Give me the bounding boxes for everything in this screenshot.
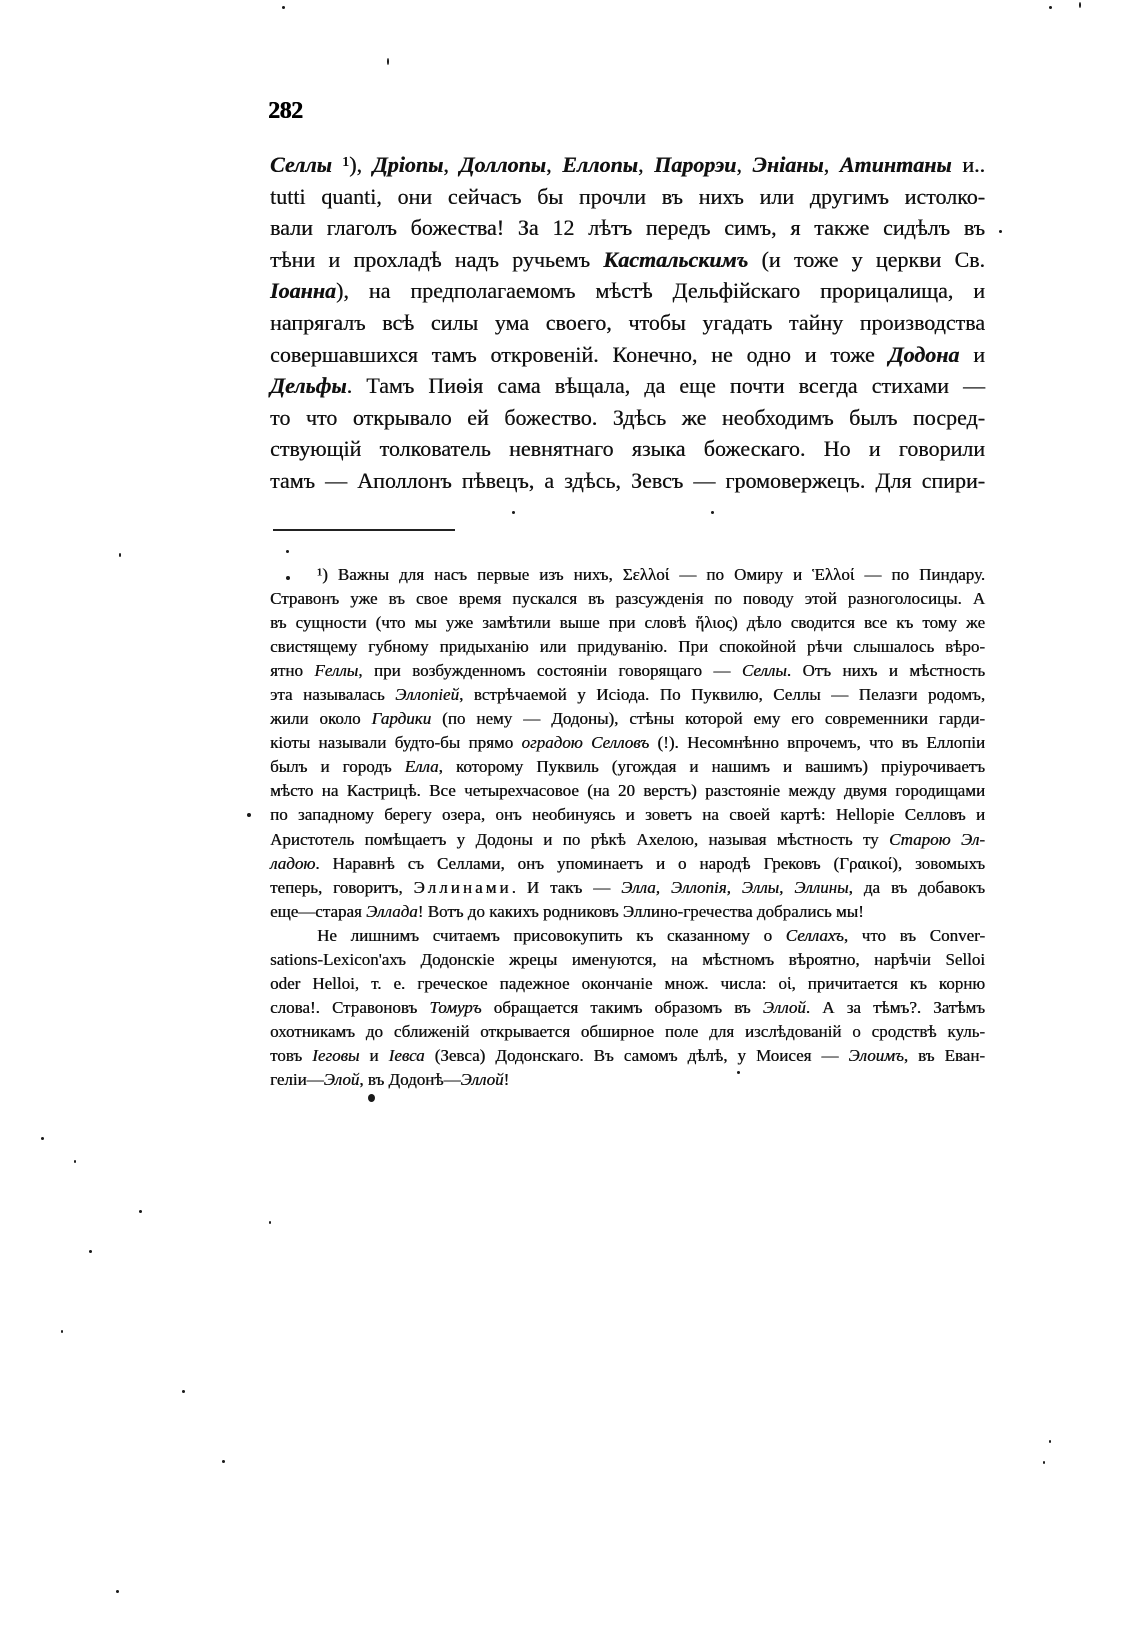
line-text — [270, 661, 985, 680]
text-run: еще—старая — [270, 901, 367, 921]
italic-term: Дріопы — [372, 152, 444, 177]
text-run: (и тоже у церкви Св. — [748, 246, 985, 272]
scan-speck — [222, 1460, 225, 1463]
footnote-line — [270, 996, 985, 1020]
text-run: , да въ добавокъ — [848, 877, 985, 897]
text-run: слова!. Стравоновъ — [270, 997, 430, 1017]
text-run: . Отъ нихъ и мѣстность — [786, 661, 985, 681]
text-run: , которому Пуквиль (угождая и нашимъ и вашимъ) пріурочиваетъ — [438, 757, 985, 777]
text-run: товъ — [270, 1045, 313, 1065]
line-text — [270, 950, 985, 969]
line-text — [270, 278, 985, 303]
text-run: (Зевса) Додонскаго. Въ самомъ дѣлѣ, у Моисея — — [424, 1045, 849, 1065]
footnote-paragraph — [270, 563, 985, 924]
line-text — [317, 926, 985, 945]
italic-term: Эллада — [366, 901, 418, 921]
italic-term: Элоимъ — [848, 1045, 904, 1065]
line-text — [270, 1046, 985, 1065]
text-run: . Тамъ Пиѳія сама вѣщала, да еще почти всегда стихами — — [346, 373, 985, 399]
footnote-block — [270, 563, 985, 1092]
scan-speck — [737, 1071, 740, 1074]
line-text — [270, 247, 985, 272]
text-run: Аристотель помѣщаетъ у Додоны и по рѣкѣ Ахелою, называя мѣстность ту — [270, 829, 889, 849]
footnote-line — [270, 779, 985, 803]
line-text — [270, 152, 985, 177]
italic-term: Эллой — [460, 1069, 504, 1089]
text-line — [270, 307, 985, 339]
footnote-line — [270, 803, 985, 827]
italic-term: Парорэи — [654, 152, 737, 177]
text-run: ¹) Важны для насъ первые изъ нихъ, Σελλοί — по Омиру и Ἑλλοί — по Пиндару. — [317, 565, 985, 584]
line-text — [270, 974, 985, 993]
text-run: Стравонъ уже въ свое время пускался въ разсужденія по поводу этой разноголосицы. А — [270, 589, 985, 609]
line-text — [270, 342, 985, 367]
text-run: жили около — [270, 709, 372, 729]
footnote-line — [270, 563, 985, 587]
italic-term: Fеллы — [314, 661, 359, 681]
text-run: , встрѣчаемой у Исіода. По Пуквилю, Селлы — Пелазги родомъ, — [458, 685, 985, 705]
italic-term: Старою Эл- — [888, 829, 985, 849]
line-text — [270, 405, 985, 430]
text-run: Не лишнимъ считаемъ присовокупить къ сказанному о — [317, 925, 786, 945]
italic-term: Іевса — [388, 1045, 425, 1065]
footnote-line — [270, 900, 985, 924]
text-line — [270, 181, 985, 213]
line-text — [270, 589, 985, 608]
text-run: тамъ — Аполлонъ пѣвецъ, а здѣсь, Зевсъ — громовержецъ. Для спири- — [270, 467, 985, 493]
text-run: свистящему губному придыханію или придуванію. При спокойной рѣчи слышалось вѣро- — [270, 637, 985, 657]
line-text — [270, 998, 985, 1017]
footnote-line — [270, 635, 985, 659]
line-text — [270, 637, 985, 656]
text-run: и — [959, 341, 985, 367]
italic-term: ладою — [270, 853, 316, 873]
text-run: ! Вотъ до какихъ родниковъ Эллино-гречества добрались мы! — [417, 901, 864, 921]
line-text — [270, 468, 985, 493]
footnote-line — [270, 1068, 985, 1092]
spaced-term: Эллинами — [413, 877, 512, 897]
italic-term: Эніаны — [752, 152, 824, 177]
page-number: 282 — [268, 98, 303, 124]
text-line — [270, 370, 985, 402]
line-text — [270, 733, 985, 752]
line-text — [270, 310, 985, 335]
italic-term: Гардики — [371, 709, 432, 729]
scan-speck — [286, 576, 290, 580]
scan-speck — [999, 230, 1002, 233]
footnote-line — [270, 876, 985, 900]
italic-term: Атинтаны — [839, 152, 952, 177]
line-text — [270, 781, 985, 800]
scan-speck — [512, 511, 515, 514]
scan-speck — [1049, 1440, 1051, 1443]
italic-term: Томуръ — [429, 997, 482, 1017]
text-line — [270, 212, 985, 244]
line-text — [317, 565, 985, 584]
text-run: и — [359, 1045, 389, 1065]
text-run: ! — [503, 1069, 510, 1089]
text-line — [270, 275, 985, 307]
text-run: , — [546, 152, 563, 177]
text-run: , что въ Conver- — [843, 925, 985, 945]
scan-speck — [89, 1250, 92, 1253]
italic-term: Эллой — [762, 997, 806, 1017]
line-text — [270, 373, 985, 398]
scan-speck — [711, 511, 714, 514]
line-text — [270, 757, 985, 776]
text-line — [270, 433, 985, 465]
italic-term: Доллопы — [459, 152, 547, 177]
scan-speck — [74, 1160, 76, 1163]
italic-term: Елла — [404, 757, 439, 777]
text-run: въ сущности (что мы уже замѣтили выше при словѣ ἥλιος) дѣло сводится все къ тому же — [270, 613, 985, 633]
text-run: (по нему — Додоны), стѣны которой ему его современники гарди- — [431, 709, 985, 729]
italic-term: Іоанна — [270, 278, 336, 304]
italic-term: Селлы — [741, 661, 787, 681]
italic-term: Селлахъ — [785, 925, 844, 945]
footnote-line — [270, 852, 985, 876]
line-text — [270, 613, 985, 632]
line-text — [270, 436, 985, 461]
footnote-line — [270, 755, 985, 779]
main-text — [270, 149, 985, 497]
text-run: , — [823, 152, 840, 177]
line-text — [270, 709, 985, 728]
scan-speck — [286, 550, 289, 553]
footnote-paragraph — [270, 924, 985, 1092]
text-run: совершавшихся тамъ откровеній. Конечно, не одно и тоже — [270, 341, 889, 367]
italic-term: оградою Селловъ — [521, 733, 650, 753]
text-run: ¹), — [331, 152, 373, 177]
italic-term: Селлы — [270, 152, 332, 177]
text-line — [270, 465, 985, 497]
text-run: , — [637, 152, 655, 177]
footnote-line — [270, 659, 985, 683]
scan-speck — [119, 553, 121, 557]
italic-term: Элла, Эллопія, Эллы, Эллины — [621, 877, 849, 897]
footnote-line — [270, 587, 985, 611]
footnote-line — [270, 948, 985, 972]
italic-term: Дельфы — [270, 373, 347, 399]
line-text — [270, 854, 985, 873]
text-run: былъ и городъ — [270, 757, 405, 777]
text-run: охотникамъ до сближеній открывается обширное поле для изслѣдованій о сродствѣ куль- — [270, 1021, 985, 1041]
text-run: oder Helloi, т. е. греческое падежное окончаніе множ. числа: οἱ, причитается къ корню — [270, 973, 985, 993]
line-text — [270, 1070, 509, 1089]
text-run: , при возбужденномъ состояніи говорящаго — — [358, 661, 742, 681]
italic-term: Элой — [323, 1069, 360, 1089]
scan-speck — [61, 1330, 63, 1333]
line-text — [270, 1022, 985, 1041]
footnote-line — [270, 1044, 985, 1068]
italic-term: Эллопіей — [395, 685, 459, 705]
line-text — [270, 805, 985, 824]
footnote-line — [270, 731, 985, 755]
scan-speck — [1079, 2, 1081, 8]
italic-term: Іеговы — [312, 1045, 360, 1065]
italic-term: Додона — [888, 341, 960, 367]
text-run: ятно — [270, 661, 315, 681]
text-run: то что открывало ей божество. Здѣсь же необходимъ былъ посред- — [270, 404, 985, 430]
text-run: вали глаголъ божества! За 12 лѣтъ передъ симъ, я также сидѣлъ въ — [270, 215, 985, 241]
text-run: , — [443, 152, 460, 177]
scan-speck — [282, 6, 285, 9]
scan-speck — [116, 1590, 119, 1593]
footnote-line — [270, 1020, 985, 1044]
text-run: напрягалъ всѣ силы ума своего, чтобы угадать тайну производства — [270, 309, 985, 335]
text-line — [270, 244, 985, 276]
line-text — [270, 184, 985, 209]
text-run: , — [736, 152, 753, 177]
footnote-line — [270, 683, 985, 707]
footnote-line — [270, 707, 985, 731]
scan-speck — [387, 58, 389, 65]
text-run: sations-Lexicon'ахъ Додонскіе жрецы именуются, на мѣстномъ вѣроятно, нарѣчіи Selloi — [270, 949, 985, 969]
footnote-line — [270, 828, 985, 852]
text-run: tutti quanti, они сейчасъ бы прочли въ нихъ или другимъ истолко- — [270, 183, 985, 209]
scan-speck — [269, 1221, 271, 1224]
text-run: ), на предполагаемомъ мѣстѣ Дельфійскаго прорицалища, и — [336, 278, 985, 304]
scan-speck — [368, 1094, 375, 1102]
text-run: . Наравнѣ съ Селлами, онъ упоминаетъ и о народѣ Грековъ (Γραικοί), зовомыхъ — [315, 853, 985, 873]
text-run: мѣсто на Кастрицѣ. Все четырехчасовое (на 20 верстъ) разстояніе между двумя городищами — [270, 781, 985, 801]
italic-term: Кастальскимъ — [603, 246, 749, 272]
scan-speck — [1049, 6, 1052, 9]
text-run: ствующій толкователь невнятнаго языка божескаго. Но и говорили — [270, 436, 985, 462]
text-run: кіоты называли будто-бы прямо — [270, 733, 522, 753]
text-run: , въ Еван- — [903, 1045, 985, 1065]
scan-speck — [139, 1210, 142, 1213]
line-text — [270, 685, 985, 704]
scan-speck — [41, 1137, 44, 1140]
text-run: обращается такимъ образомъ въ — [481, 997, 763, 1017]
text-run: теперь, говоритъ, — [270, 877, 414, 897]
text-run: (!). Несомнѣнно впрочемъ, что въ Еллопіи — [649, 733, 985, 753]
text-run: и.. — [951, 152, 986, 177]
line-text — [270, 902, 864, 921]
footnote-line — [270, 611, 985, 635]
text-run: геліи— — [270, 1069, 324, 1089]
line-text — [270, 878, 985, 897]
scan-speck — [1043, 1461, 1045, 1464]
footnote-line — [270, 972, 985, 996]
text-run: тѣни и прохладѣ надъ ручьемъ — [270, 246, 604, 272]
text-run: по западному берегу озера, онъ необинуясь и зоветъ на своей картѣ: Hellopie Селловъ и — [270, 805, 985, 825]
footnote-rule — [273, 529, 455, 531]
footnote-line — [270, 924, 985, 948]
text-run: . А за тѣмъ?. Затѣмъ — [805, 997, 985, 1017]
text-line — [270, 339, 985, 371]
scan-speck — [182, 1390, 185, 1393]
italic-term: Еллопы — [562, 152, 638, 177]
scan-speck — [247, 813, 251, 817]
line-text — [270, 215, 985, 240]
text-line — [270, 402, 985, 434]
text-run: . И такъ — — [511, 877, 622, 897]
text-run: , въ Додонѣ— — [359, 1069, 461, 1089]
text-run: эта называлась — [270, 685, 396, 705]
line-text — [270, 830, 985, 849]
text-line — [270, 149, 985, 181]
